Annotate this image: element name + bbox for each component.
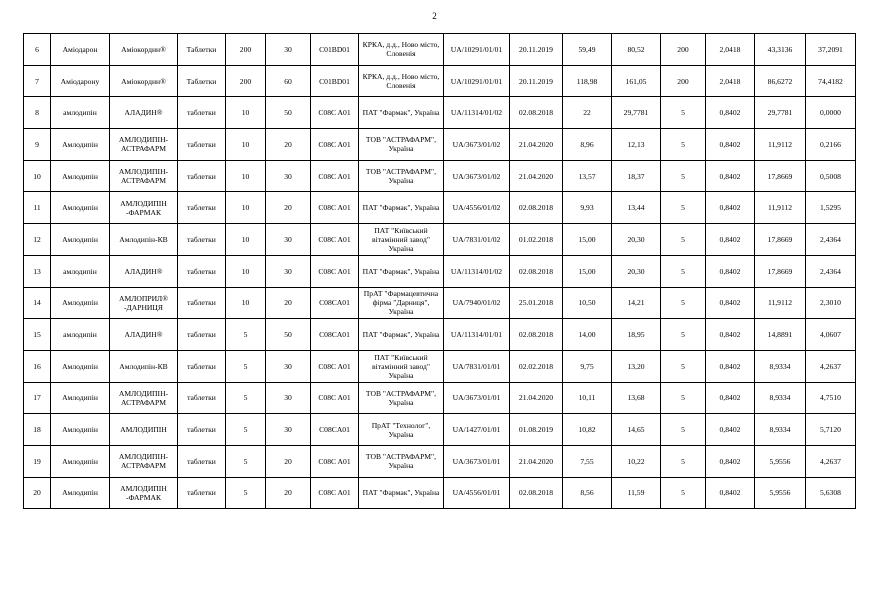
dose-cell: 5 (226, 350, 266, 382)
registration-date-cell: 02.08.2018 (510, 477, 563, 509)
registration-date-cell: 25.01.2018 (510, 287, 563, 319)
row-number-cell: 14 (24, 287, 51, 319)
row-number-cell: 20 (24, 477, 51, 509)
atc-code-cell: C08C A01 (311, 97, 359, 129)
ddd-cost-cell: 0,8402 (706, 319, 755, 351)
price-cell: 10,50 (563, 287, 612, 319)
reimbursement-cell: 11,9112 (755, 192, 806, 224)
dose-cell: 10 (226, 287, 266, 319)
inn-cell: амлодипін (51, 97, 110, 129)
registration-date-cell: 20.11.2019 (510, 65, 563, 97)
ddd-cost-cell: 0,8402 (706, 477, 755, 509)
registration-date-cell: 01.02.2018 (510, 224, 563, 256)
price-with-vat-cell: 13,44 (612, 192, 661, 224)
price-with-vat-cell: 13,20 (612, 350, 661, 382)
price-cell: 7,55 (563, 445, 612, 477)
surcharge-cell: 5,6308 (806, 477, 856, 509)
reimbursement-cell: 11,9112 (755, 129, 806, 161)
registration-number-cell: UA/10291/01/01 (444, 65, 510, 97)
price-cell: 8,56 (563, 477, 612, 509)
row-number-cell: 15 (24, 319, 51, 351)
registration-number-cell: UA/10291/01/01 (444, 34, 510, 66)
table-row (24, 255, 856, 287)
dose-cell: 10 (226, 97, 266, 129)
table-row (24, 319, 856, 351)
price-cell: 10,82 (563, 414, 612, 446)
ddd-cell: 5 (661, 287, 706, 319)
row-number-cell: 9 (24, 129, 51, 161)
inn-cell: Амлодипін (51, 382, 110, 414)
table-row (24, 97, 856, 129)
ddd-cell: 200 (661, 34, 706, 66)
surcharge-cell: 4,0607 (806, 319, 856, 351)
pack-quantity-cell: 20 (266, 477, 311, 509)
ddd-cost-cell: 2,0418 (706, 65, 755, 97)
reimbursement-cell: 8,9334 (755, 382, 806, 414)
pack-quantity-cell: 30 (266, 34, 311, 66)
manufacturer-cell: ПАТ "Фармак", Україна (359, 255, 444, 287)
reimbursement-cell: 17,8669 (755, 255, 806, 287)
registration-number-cell: UA/3673/01/02 (444, 160, 510, 192)
atc-code-cell: C08C A01 (311, 477, 359, 509)
row-number-cell: 17 (24, 382, 51, 414)
table-row (24, 224, 856, 256)
dose-cell: 5 (226, 414, 266, 446)
surcharge-cell: 5,7120 (806, 414, 856, 446)
row-number-cell: 18 (24, 414, 51, 446)
pack-quantity-cell: 50 (266, 319, 311, 351)
row-number-cell: 8 (24, 97, 51, 129)
pack-quantity-cell: 60 (266, 65, 311, 97)
inn-cell: Амлодипін (51, 287, 110, 319)
surcharge-cell: 2,4364 (806, 255, 856, 287)
ddd-cell: 5 (661, 477, 706, 509)
row-number-cell: 10 (24, 160, 51, 192)
atc-code-cell: C08C A01 (311, 160, 359, 192)
price-with-vat-cell: 11,59 (612, 477, 661, 509)
ddd-cell: 5 (661, 129, 706, 161)
table-row (24, 287, 856, 319)
reimbursement-cell: 8,9334 (755, 414, 806, 446)
ddd-cost-cell: 0,8402 (706, 287, 755, 319)
price-with-vat-cell: 20,30 (612, 224, 661, 256)
dose-cell: 200 (226, 34, 266, 66)
ddd-cell: 5 (661, 160, 706, 192)
dosage-form-cell: таблетки (178, 224, 226, 256)
row-number-cell: 11 (24, 192, 51, 224)
registration-date-cell: 02.08.2018 (510, 255, 563, 287)
ddd-cost-cell: 0,8402 (706, 445, 755, 477)
trade-name-cell: Амлодипін-КВ (110, 350, 178, 382)
trade-name-cell: АМЛОДИПІН-АСТРАФАРМ (110, 445, 178, 477)
dose-cell: 10 (226, 129, 266, 161)
price-with-vat-cell: 12,13 (612, 129, 661, 161)
ddd-cost-cell: 0,8402 (706, 160, 755, 192)
pack-quantity-cell: 20 (266, 445, 311, 477)
dosage-form-cell: таблетки (178, 160, 226, 192)
pack-quantity-cell: 30 (266, 350, 311, 382)
ddd-cost-cell: 0,8402 (706, 224, 755, 256)
registration-number-cell: UA/3673/01/02 (444, 129, 510, 161)
price-with-vat-cell: 18,95 (612, 319, 661, 351)
inn-cell: Амлодипін (51, 350, 110, 382)
registration-date-cell: 20.11.2019 (510, 34, 563, 66)
surcharge-cell: 2,4364 (806, 224, 856, 256)
ddd-cell: 5 (661, 445, 706, 477)
inn-cell: Амлодипін (51, 414, 110, 446)
reimbursement-cell: 5,9556 (755, 445, 806, 477)
medicine-price-table (23, 33, 856, 509)
dosage-form-cell: таблетки (178, 350, 226, 382)
price-with-vat-cell: 20,30 (612, 255, 661, 287)
trade-name-cell: АМЛОДИПІН -ФАРМАК (110, 477, 178, 509)
manufacturer-cell: ПАТ "Фармак", Україна (359, 477, 444, 509)
ddd-cost-cell: 0,8402 (706, 97, 755, 129)
manufacturer-cell: ТОВ "АСТРАФАРМ", Україна (359, 160, 444, 192)
dosage-form-cell: таблетки (178, 255, 226, 287)
trade-name-cell: АМЛОДИПІН -ФАРМАК (110, 192, 178, 224)
pack-quantity-cell: 20 (266, 129, 311, 161)
dosage-form-cell: таблетки (178, 319, 226, 351)
ddd-cell: 5 (661, 350, 706, 382)
inn-cell: Амлодипін (51, 192, 110, 224)
inn-cell: Аміодарону (51, 65, 110, 97)
registration-date-cell: 21.04.2020 (510, 129, 563, 161)
dose-cell: 5 (226, 477, 266, 509)
row-number-cell: 12 (24, 224, 51, 256)
inn-cell: Аміодарон (51, 34, 110, 66)
surcharge-cell: 0,5008 (806, 160, 856, 192)
dosage-form-cell: таблетки (178, 129, 226, 161)
atc-code-cell: C08C A01 (311, 255, 359, 287)
trade-name-cell: Аміокордин® (110, 65, 178, 97)
table-row (24, 160, 856, 192)
surcharge-cell: 1,5295 (806, 192, 856, 224)
price-cell: 9,75 (563, 350, 612, 382)
table-row (24, 65, 856, 97)
price-cell: 15,00 (563, 255, 612, 287)
ddd-cell: 5 (661, 414, 706, 446)
price-cell: 59,49 (563, 34, 612, 66)
dose-cell: 10 (226, 224, 266, 256)
row-number-cell: 19 (24, 445, 51, 477)
pack-quantity-cell: 30 (266, 414, 311, 446)
manufacturer-cell: ПАТ "Київський вітамінний завод" Україна (359, 350, 444, 382)
atc-code-cell: C08C A01 (311, 445, 359, 477)
manufacturer-cell: КРКА, д.д., Ново місто, Словенія (359, 65, 444, 97)
row-number-cell: 16 (24, 350, 51, 382)
trade-name-cell: АМЛОДИПІН (110, 414, 178, 446)
inn-cell: Амлодипін (51, 160, 110, 192)
pack-quantity-cell: 30 (266, 224, 311, 256)
manufacturer-cell: ПАТ "Київський вітамінний завод" Україна (359, 224, 444, 256)
dose-cell: 10 (226, 255, 266, 287)
trade-name-cell: АЛАДИН® (110, 97, 178, 129)
surcharge-cell: 0,2166 (806, 129, 856, 161)
registration-number-cell: UA/7940/01/02 (444, 287, 510, 319)
price-cell: 13,57 (563, 160, 612, 192)
pack-quantity-cell: 30 (266, 255, 311, 287)
atc-code-cell: C01BD01 (311, 34, 359, 66)
price-cell: 14,00 (563, 319, 612, 351)
pack-quantity-cell: 30 (266, 160, 311, 192)
surcharge-cell: 37,2091 (806, 34, 856, 66)
ddd-cost-cell: 0,8402 (706, 414, 755, 446)
registration-number-cell: UA/11314/01/02 (444, 97, 510, 129)
reimbursement-cell: 17,8669 (755, 160, 806, 192)
table-row (24, 477, 856, 509)
ddd-cell: 5 (661, 319, 706, 351)
price-with-vat-cell: 10,22 (612, 445, 661, 477)
atc-code-cell: C08C A01 (311, 224, 359, 256)
price-cell: 22 (563, 97, 612, 129)
ddd-cost-cell: 0,8402 (706, 350, 755, 382)
registration-date-cell: 21.04.2020 (510, 445, 563, 477)
price-with-vat-cell: 14,65 (612, 414, 661, 446)
price-cell: 118,98 (563, 65, 612, 97)
page-number: 2 (432, 11, 437, 21)
atc-code-cell: C08C A01 (311, 350, 359, 382)
price-with-vat-cell: 29,7781 (612, 97, 661, 129)
reimbursement-cell: 8,9334 (755, 350, 806, 382)
dosage-form-cell: таблетки (178, 97, 226, 129)
registration-number-cell: UA/4556/01/02 (444, 192, 510, 224)
price-with-vat-cell: 18,37 (612, 160, 661, 192)
price-with-vat-cell: 161,05 (612, 65, 661, 97)
surcharge-cell: 2,3010 (806, 287, 856, 319)
dose-cell: 5 (226, 445, 266, 477)
atc-code-cell: C08C A01 (311, 129, 359, 161)
dosage-form-cell: Таблетки (178, 65, 226, 97)
trade-name-cell: АЛАДИН® (110, 319, 178, 351)
trade-name-cell: АМЛОДИПІН-АСТРАФАРМ (110, 129, 178, 161)
ddd-cell: 200 (661, 65, 706, 97)
inn-cell: Амлодипін (51, 445, 110, 477)
dose-cell: 10 (226, 160, 266, 192)
row-number-cell: 7 (24, 65, 51, 97)
pack-quantity-cell: 20 (266, 192, 311, 224)
inn-cell: Амлодипін (51, 129, 110, 161)
dosage-form-cell: таблетки (178, 414, 226, 446)
dose-cell: 5 (226, 382, 266, 414)
dose-cell: 200 (226, 65, 266, 97)
manufacturer-cell: ТОВ "АСТРАФАРМ", Україна (359, 129, 444, 161)
ddd-cell: 5 (661, 97, 706, 129)
ddd-cell: 5 (661, 192, 706, 224)
atc-code-cell: C08CA01 (311, 414, 359, 446)
registration-date-cell: 02.02.2018 (510, 350, 563, 382)
manufacturer-cell: ТОВ "АСТРАФАРМ", Україна (359, 445, 444, 477)
reimbursement-cell: 11,9112 (755, 287, 806, 319)
manufacturer-cell: ПАТ "Фармак", Україна (359, 319, 444, 351)
registration-date-cell: 01.08.2019 (510, 414, 563, 446)
ddd-cost-cell: 2,0418 (706, 34, 755, 66)
reimbursement-cell: 17,8669 (755, 224, 806, 256)
table-row (24, 192, 856, 224)
registration-date-cell: 21.04.2020 (510, 382, 563, 414)
ddd-cell: 5 (661, 382, 706, 414)
price-with-vat-cell: 13,68 (612, 382, 661, 414)
dosage-form-cell: таблетки (178, 382, 226, 414)
manufacturer-cell: ТОВ "АСТРАФАРМ", Україна (359, 382, 444, 414)
atc-code-cell: C08C A01 (311, 382, 359, 414)
trade-name-cell: АМЛОПРИЛ® -ДАРНИЦЯ (110, 287, 178, 319)
ddd-cost-cell: 0,8402 (706, 129, 755, 161)
pack-quantity-cell: 20 (266, 287, 311, 319)
ddd-cost-cell: 0,8402 (706, 192, 755, 224)
registration-number-cell: UA/1427/01/01 (444, 414, 510, 446)
dosage-form-cell: таблетки (178, 445, 226, 477)
atc-code-cell: C08CA01 (311, 319, 359, 351)
table-row (24, 34, 856, 66)
reimbursement-cell: 5,9556 (755, 477, 806, 509)
table-row (24, 414, 856, 446)
surcharge-cell: 74,4182 (806, 65, 856, 97)
price-with-vat-cell: 80,52 (612, 34, 661, 66)
trade-name-cell: АЛАДИН® (110, 255, 178, 287)
registration-date-cell: 02.08.2018 (510, 97, 563, 129)
surcharge-cell: 4,7510 (806, 382, 856, 414)
dosage-form-cell: Таблетки (178, 34, 226, 66)
registration-number-cell: UA/7831/01/01 (444, 350, 510, 382)
registration-number-cell: UA/3673/01/01 (444, 445, 510, 477)
table-row (24, 350, 856, 382)
manufacturer-cell: ПрАТ "Технолог", Україна (359, 414, 444, 446)
dosage-form-cell: таблетки (178, 287, 226, 319)
pack-quantity-cell: 50 (266, 97, 311, 129)
inn-cell: Амлодипін (51, 477, 110, 509)
reimbursement-cell: 14,8891 (755, 319, 806, 351)
registration-date-cell: 21.04.2020 (510, 160, 563, 192)
dose-cell: 10 (226, 192, 266, 224)
trade-name-cell: Амлодипін-КВ (110, 224, 178, 256)
manufacturer-cell: ПАТ "Фармак", Україна (359, 97, 444, 129)
inn-cell: амлодипін (51, 319, 110, 351)
registration-number-cell: UA/11314/01/02 (444, 255, 510, 287)
registration-date-cell: 02.08.2018 (510, 192, 563, 224)
ddd-cost-cell: 0,8402 (706, 382, 755, 414)
ddd-cell: 5 (661, 224, 706, 256)
atc-code-cell: C08CA01 (311, 287, 359, 319)
dosage-form-cell: таблетки (178, 477, 226, 509)
registration-number-cell: UA/4556/01/01 (444, 477, 510, 509)
table-row (24, 129, 856, 161)
dose-cell: 5 (226, 319, 266, 351)
ddd-cell: 5 (661, 255, 706, 287)
table-row (24, 445, 856, 477)
price-with-vat-cell: 14,21 (612, 287, 661, 319)
table-body (24, 34, 856, 509)
registration-number-cell: UA/3673/01/01 (444, 382, 510, 414)
row-number-cell: 6 (24, 34, 51, 66)
surcharge-cell: 4,2637 (806, 350, 856, 382)
price-cell: 10,11 (563, 382, 612, 414)
price-cell: 9,93 (563, 192, 612, 224)
atc-code-cell: C08C A01 (311, 192, 359, 224)
registration-date-cell: 02.08.2018 (510, 319, 563, 351)
price-cell: 8,96 (563, 129, 612, 161)
manufacturer-cell: КРКА, д.д., Ново місто, Словенія (359, 34, 444, 66)
reimbursement-cell: 43,3136 (755, 34, 806, 66)
inn-cell: Амлодипін (51, 224, 110, 256)
reimbursement-cell: 29,7781 (755, 97, 806, 129)
table-row (24, 382, 856, 414)
atc-code-cell: C01BD01 (311, 65, 359, 97)
trade-name-cell: Аміокордин® (110, 34, 178, 66)
pack-quantity-cell: 30 (266, 382, 311, 414)
manufacturer-cell: ПАТ "Фармак", Україна (359, 192, 444, 224)
surcharge-cell: 0,0000 (806, 97, 856, 129)
inn-cell: амлодипін (51, 255, 110, 287)
registration-number-cell: UA/7831/01/02 (444, 224, 510, 256)
ddd-cost-cell: 0,8402 (706, 255, 755, 287)
trade-name-cell: АМЛОДИПІН-АСТРАФАРМ (110, 382, 178, 414)
surcharge-cell: 4,2637 (806, 445, 856, 477)
reimbursement-cell: 86,6272 (755, 65, 806, 97)
price-cell: 15,00 (563, 224, 612, 256)
manufacturer-cell: ПрАТ "Фармацевтична фірма "Дарниця", Україна (359, 287, 444, 319)
dosage-form-cell: таблетки (178, 192, 226, 224)
registration-number-cell: UA/11314/01/01 (444, 319, 510, 351)
row-number-cell: 13 (24, 255, 51, 287)
trade-name-cell: АМЛОДИПІН-АСТРАФАРМ (110, 160, 178, 192)
